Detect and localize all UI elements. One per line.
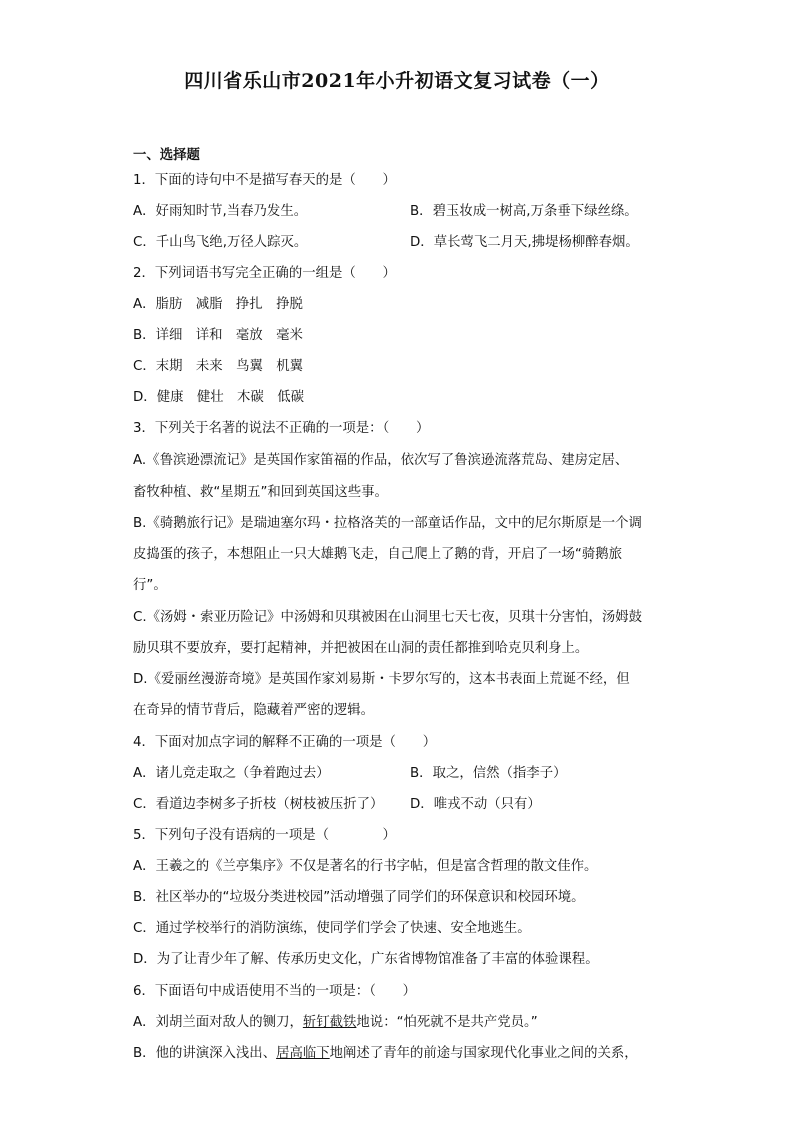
option-text: 地阐述了青年的前途与国家现代化事业之间的关系，: [329, 1046, 638, 1061]
question-3-option-d-line1: D.《爱丽丝漫游奇境》是英国作家刘易斯・卡罗尔写的，这本书表面上荒诞不经，但: [133, 672, 630, 687]
underlined-idiom: 居高临下: [276, 1046, 330, 1061]
question-3-option-c-line2: 励贝琪不要放弃，要打起精神，并把被困在山洞的责任都推到哈克贝利身上。: [133, 641, 589, 656]
question-2-option-a: A．脂肪 减脂 挣扎 挣脱: [133, 297, 303, 312]
question-4-option-d: D．唯戎不动（只有）: [410, 797, 541, 812]
question-4-option-c: C．看道边李树多子折枝（树枝被压折了）: [133, 797, 384, 812]
question-2-option-d: D．健康 健壮 木碳 低碳: [133, 390, 304, 405]
section-heading: 一、选择题: [133, 148, 200, 163]
question-4-option-b: B．取之，信然（指李子）: [410, 766, 567, 781]
question-1-option-a: A．好雨知时节,当春乃发生。: [133, 204, 308, 219]
question-2-stem: 2．下列词语书写完全正确的一组是（ ）: [133, 266, 396, 281]
question-1-stem: 1．下面的诗句中不是描写春天的是（ ）: [133, 173, 396, 188]
option-text: B．他的讲演深入浅出、: [133, 1046, 277, 1061]
question-1-option-d: D．草长莺飞二月天,拂堤杨柳醉春烟。: [410, 235, 639, 250]
question-3-option-c-line1: C.《汤姆・索亚历险记》中汤姆和贝琪被困在山洞里七天七夜，贝琪十分害怕，汤姆鼓: [133, 610, 643, 625]
question-3-option-d-line2: 在奇异的情节背后，隐藏着严密的逻辑。: [133, 703, 375, 718]
option-text: A．刘胡兰面对敌人的铡刀，: [133, 1015, 303, 1030]
question-6-option-a: [133, 1014, 673, 1032]
question-5-stem: 5．下列句子没有语病的一项是（ ）: [133, 828, 396, 843]
question-3-option-a-line2: 畜牧种植、救“星期五”和回到英国这些事。: [133, 485, 388, 500]
question-2-option-c: C．末期 未来 鸟翼 机翼: [133, 359, 304, 374]
question-6-option-b: [133, 1045, 673, 1063]
question-3-stem: 3．下列关于名著的说法不正确的一项是：（ ）: [133, 421, 430, 436]
option-text: 地说：“怕死就不是共产党员。”: [356, 1015, 538, 1030]
question-5-option-d: D．为了让青少年了解、传承历史文化，广东省博物馆准备了丰富的体验课程。: [133, 952, 599, 967]
question-1-option-c: C．千山鸟飞绝,万径人踪灭。: [133, 235, 308, 250]
question-3-option-b-line1: B.《骑鹅旅行记》是瑞迪塞尔玛・拉格洛芙的一部童话作品，文中的尼尔斯原是一个调: [133, 516, 642, 531]
question-1-option-b: B．碧玉妆成一树高,万条垂下绿丝绦。: [410, 204, 638, 219]
question-3-option-b-line3: 行”。: [133, 578, 167, 593]
underlined-idiom: 斩钉截铁: [302, 1015, 357, 1030]
question-3-option-b-line2: 皮捣蛋的孩子，本想阻止一只大雄鹅飞走，自己爬上了鹅的背，开启了一场“骑鹅旅: [133, 547, 622, 562]
question-2-option-b: B．详细 详和 毫放 毫米: [133, 328, 303, 343]
question-6-stem: 6．下面语句中成语使用不当的一项是：（ ）: [133, 984, 417, 999]
question-5-option-c: C．通过学校举行的消防演练，使同学们学会了快速、安全地逃生。: [133, 921, 531, 936]
question-4-option-a: A．诸儿竞走取之（争着跑过去）: [133, 766, 330, 781]
question-5-option-b: B．社区举办的“垃圾分类进校园”活动增强了同学们的环保意识和校园环境。: [133, 890, 585, 905]
question-4-stem: 4．下面对加点字词的解释不正确的一项是（ ）: [133, 735, 437, 750]
question-5-option-a: A．王羲之的《兰亭集序》不仅是著名的行书字帖，但是富含哲理的散文佳作。: [133, 859, 598, 874]
question-3-option-a-line1: A.《鲁滨逊漂流记》是英国作家笛福的作品，依次写了鲁滨逊流落荒岛、建房定居、: [133, 453, 629, 468]
page-title: 四川省乐山市2021年小升初语文复习试卷（一）: [184, 70, 610, 92]
